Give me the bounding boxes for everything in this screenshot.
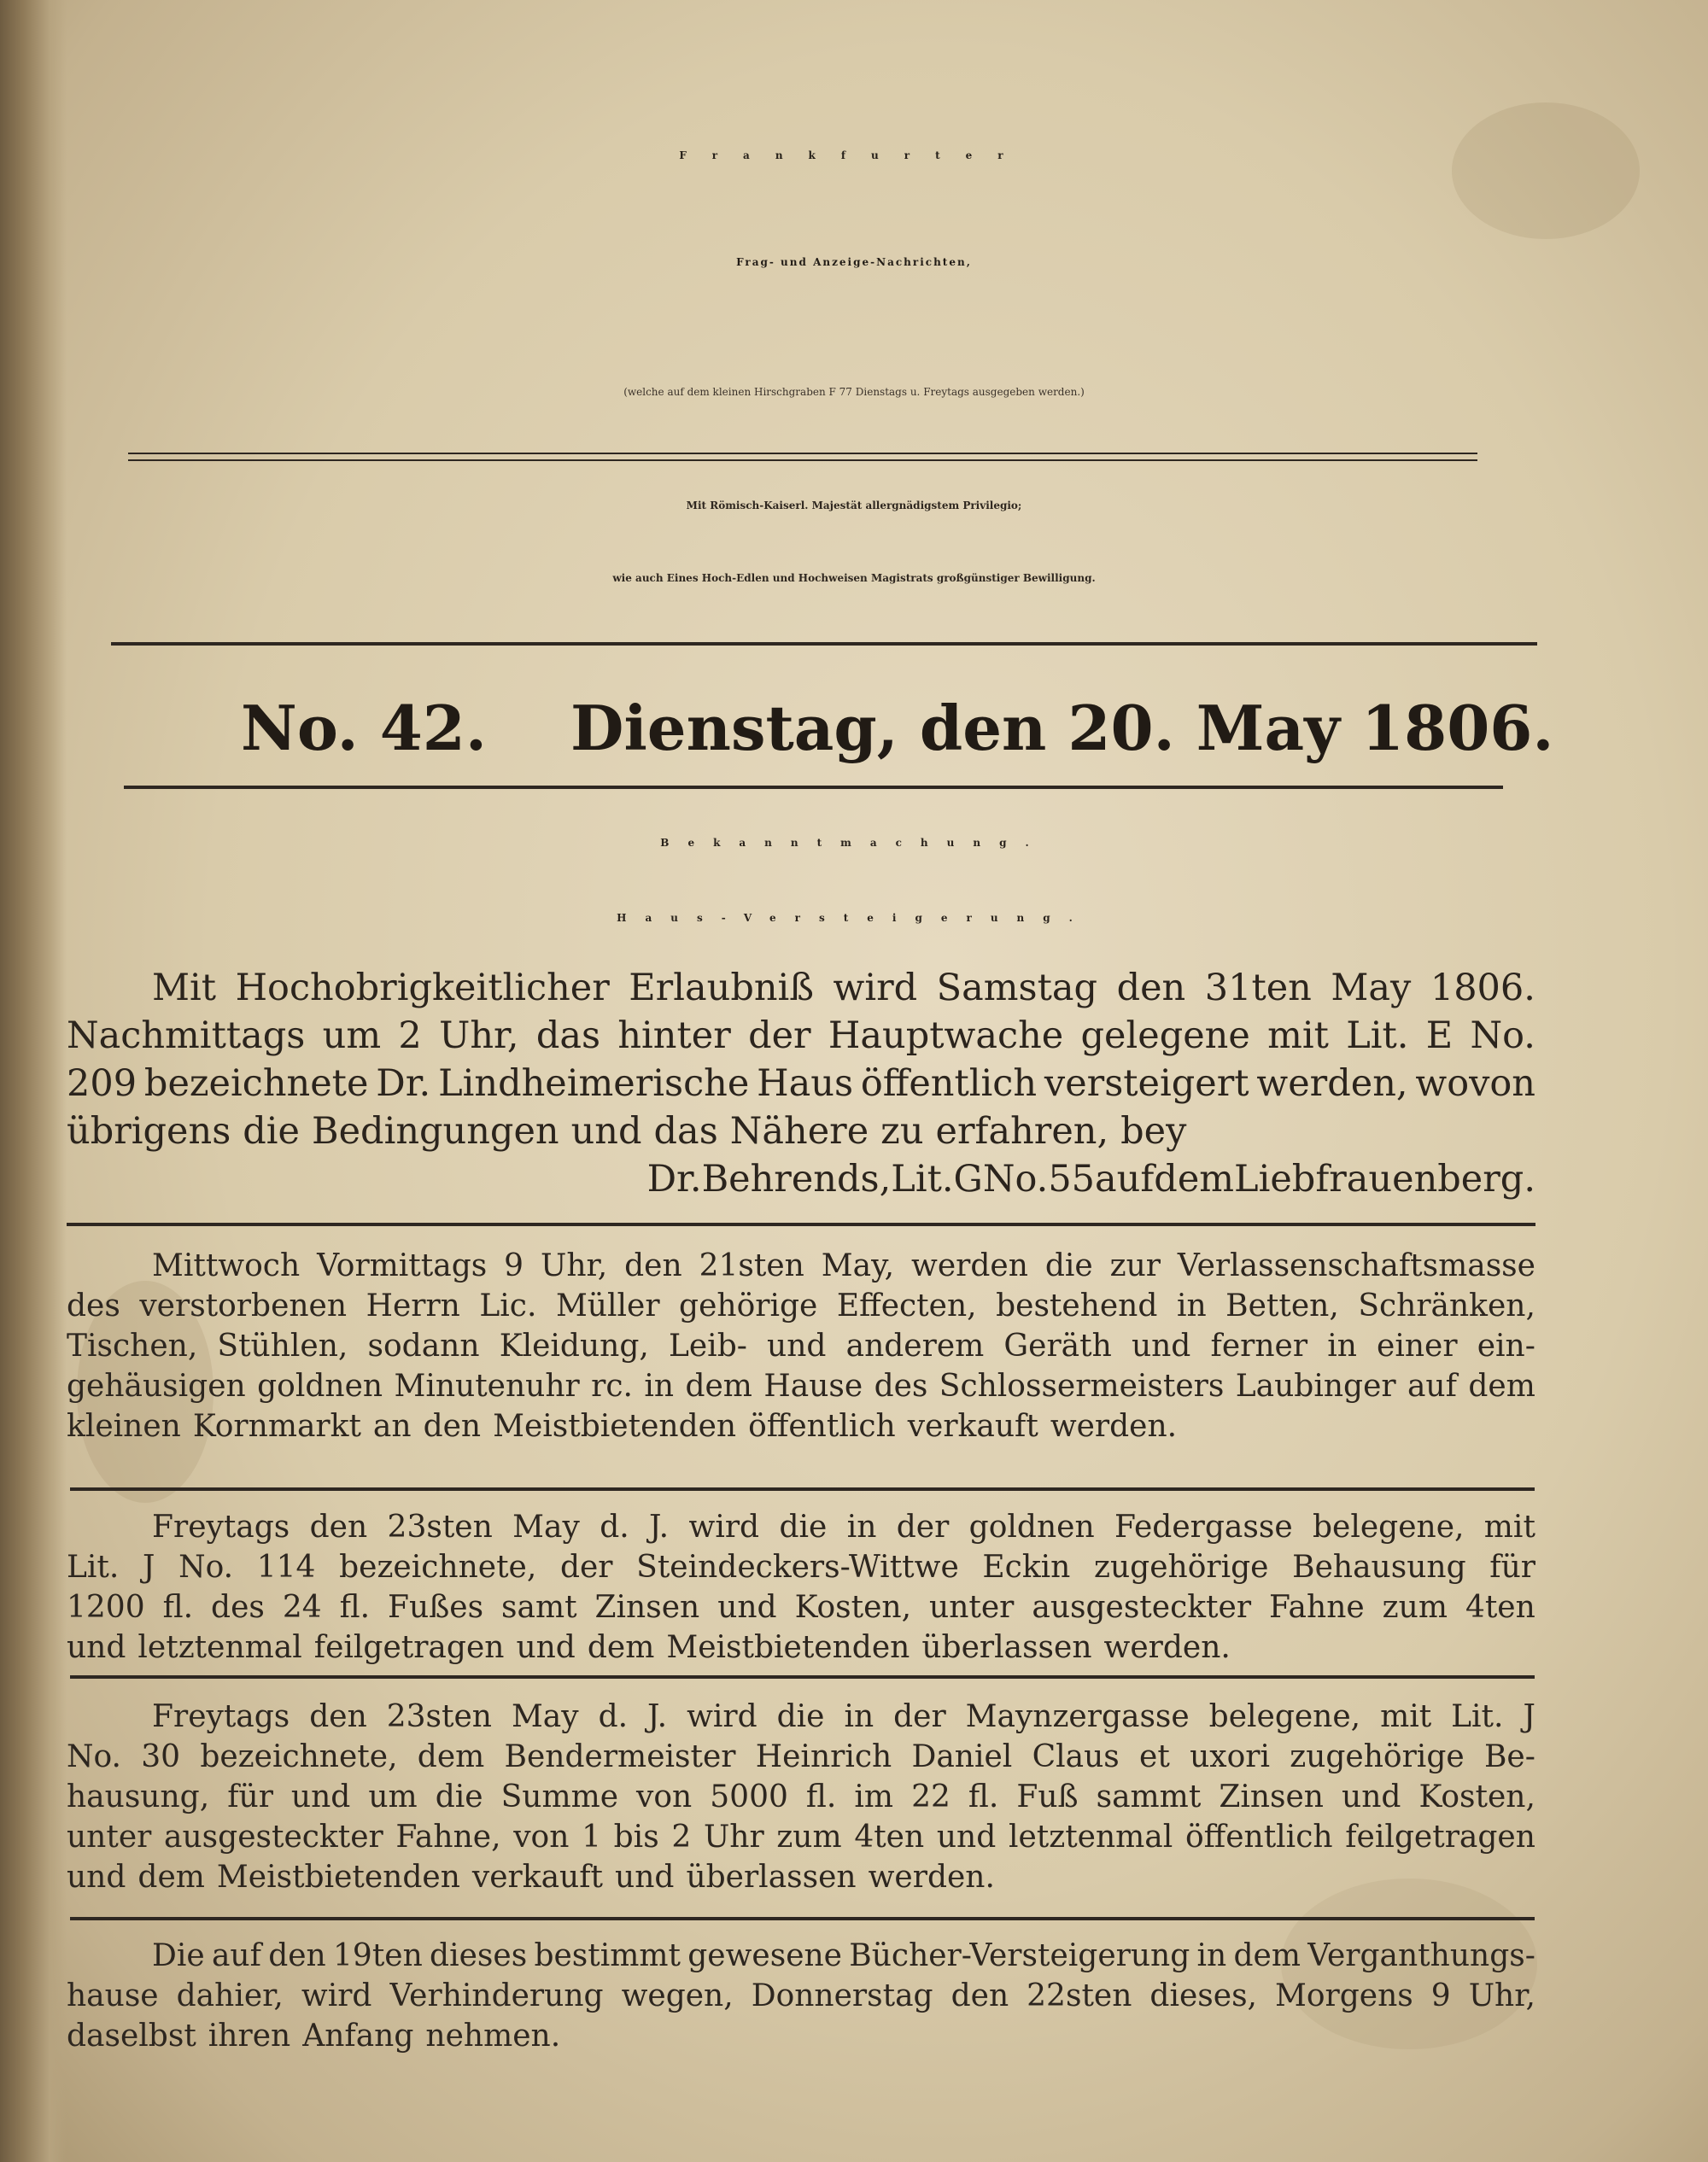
word: Samstag: [936, 967, 1098, 1009]
text-line: [67, 1550, 1535, 1590]
word: Lindheimerische: [438, 1062, 750, 1105]
text-line: [67, 1014, 1535, 1062]
word: und: [67, 1630, 126, 1665]
word: auf: [1095, 1158, 1155, 1201]
word: sammt: [1096, 1779, 1202, 1814]
word: feilgetragen: [1345, 1820, 1535, 1855]
word: Hause: [763, 1369, 863, 1404]
word: werden.: [868, 1860, 995, 1895]
word: Uhr,: [439, 1014, 519, 1057]
word: Meistbietenden: [493, 1409, 737, 1444]
word: bezeichnete,: [200, 1739, 398, 1774]
word: wird: [301, 1978, 372, 2013]
word: Meistbietenden: [666, 1630, 910, 1665]
word: goldnen: [968, 1510, 1095, 1545]
word: 5000: [710, 1779, 788, 1814]
word: anderem: [845, 1329, 985, 1364]
word: bey: [1120, 1110, 1187, 1153]
text-line: [67, 1329, 1535, 1369]
word: d.: [600, 1510, 629, 1545]
word: Schränken,: [1358, 1288, 1535, 1323]
word: um: [322, 1014, 382, 1057]
word: fl.: [339, 1590, 371, 1625]
word: unter: [929, 1590, 1015, 1625]
text-line: [67, 1820, 1535, 1860]
notice-subheading: Haus-Versteigerung.: [617, 912, 1091, 924]
word: von: [636, 1779, 693, 1814]
word: May: [512, 1510, 580, 1545]
word: J: [1523, 1699, 1535, 1734]
word: Dr.: [646, 1158, 702, 1201]
word: mit: [1267, 1014, 1329, 1057]
word: 31ten: [1204, 967, 1312, 1009]
word: bezeichnete: [143, 1062, 369, 1105]
word: Uhr,: [540, 1248, 608, 1283]
masthead-subtitle: (welche auf dem kleinen Hirschgraben F 77 Dienstags u. Freytags ausgegeben werden.): [623, 386, 1085, 398]
word: an: [372, 1409, 412, 1444]
word: der: [893, 1699, 946, 1734]
word: und: [767, 1329, 827, 1364]
word: 209: [67, 1062, 137, 1105]
word: 4ten: [1465, 1590, 1535, 1625]
text-line: [67, 1978, 1535, 2019]
word: wird: [687, 1699, 757, 1734]
word: zum: [776, 1820, 842, 1855]
word: wird: [833, 967, 918, 1009]
word: Lit.: [67, 1550, 120, 1585]
word: Uhr: [703, 1820, 764, 1855]
word: 114: [256, 1550, 316, 1585]
word: Uhr,: [1468, 1978, 1535, 2013]
text-line: [67, 1860, 1535, 1900]
text-line: [67, 967, 1535, 1014]
word: den: [624, 1248, 682, 1283]
advertisement-estate-sale: [67, 1248, 1535, 1449]
word: Nachmittags: [67, 1014, 306, 1057]
word: fl.: [968, 1779, 999, 1814]
word: 1: [582, 1820, 601, 1855]
word: die: [243, 1110, 300, 1153]
word: J.: [649, 1510, 670, 1545]
word: Nähere: [729, 1110, 869, 1153]
word: belegene,: [1312, 1510, 1465, 1545]
word: Müller: [555, 1288, 660, 1323]
word: dahier,: [176, 1978, 284, 2013]
word: 9: [504, 1248, 524, 1283]
word: Schlossermeisters: [939, 1369, 1225, 1404]
word: unter: [67, 1820, 152, 1855]
word: bestehend: [996, 1288, 1158, 1323]
word: gelegene: [1080, 1014, 1250, 1057]
word: letztenmal: [1008, 1820, 1173, 1855]
word: 2: [398, 1014, 422, 1057]
word: Morgens: [1275, 1978, 1413, 2013]
divider: [128, 453, 1477, 461]
word: die: [435, 1779, 483, 1814]
word: gehörige: [679, 1288, 818, 1323]
word: für: [227, 1779, 273, 1814]
word: fl.: [805, 1779, 837, 1814]
word: dem: [1468, 1369, 1535, 1404]
word: 30: [141, 1739, 181, 1774]
word: gewesene: [687, 1938, 842, 1973]
word: Eckin: [982, 1550, 1071, 1585]
word: Geräth: [1003, 1329, 1112, 1364]
text-line: [67, 1699, 1535, 1739]
issue-date: Dienstag, den 20. May 1806.: [570, 692, 1554, 764]
paper-stain: [1452, 102, 1640, 239]
word: mit: [1483, 1510, 1535, 1545]
word: zur: [1109, 1248, 1161, 1283]
word: die: [1044, 1248, 1093, 1283]
text-line: [67, 1369, 1535, 1409]
word: Bedingungen: [312, 1110, 559, 1153]
privilege-line2: wie auch Eines Hoch-Edlen und Hochweisen Magistrats großgünstiger Bewilligung.: [612, 572, 1096, 584]
word: auf: [211, 1938, 261, 1973]
word: auf: [1407, 1369, 1457, 1404]
word: Donnerstag: [751, 1978, 933, 2013]
word: dieses,: [1149, 1978, 1257, 2013]
word: Mit: [152, 967, 217, 1009]
word: bezeichnete,: [339, 1550, 537, 1585]
word: goldnen: [257, 1369, 383, 1404]
word: 2: [671, 1820, 692, 1855]
word: verkauft: [471, 1860, 604, 1895]
word: 23sten: [387, 1510, 493, 1545]
advertisement-maynzergasse: [67, 1699, 1535, 1900]
word: zu: [880, 1110, 924, 1153]
word: Minutenuhr: [394, 1369, 580, 1404]
word: im: [854, 1779, 894, 1814]
word: Dr.: [376, 1062, 431, 1105]
word: in: [1327, 1329, 1357, 1364]
notice-heading: Bekanntmachung.: [660, 837, 1048, 849]
word: ausgesteckter: [1032, 1590, 1252, 1625]
word: E: [1425, 1014, 1454, 1057]
text-line: [67, 1510, 1535, 1550]
word: in: [1196, 1938, 1227, 1973]
word: für: [1489, 1550, 1535, 1585]
word: von: [513, 1820, 570, 1855]
text-line: [67, 1779, 1535, 1820]
word: Federgasse: [1114, 1510, 1293, 1545]
word: öffentlich: [860, 1062, 1038, 1105]
word: Zinsen: [1219, 1779, 1324, 1814]
word: Hochobrigkeitlicher: [235, 967, 610, 1009]
word: öffentlich: [1184, 1820, 1333, 1855]
word: Claus: [1032, 1739, 1120, 1774]
word: 9: [1430, 1978, 1451, 2013]
word: Steindeckers-Wittwe: [636, 1550, 959, 1585]
word: dem: [137, 1860, 205, 1895]
word: G: [953, 1158, 983, 1201]
word: wovon: [1415, 1062, 1535, 1105]
word: J: [143, 1550, 155, 1585]
word: Freytags: [152, 1699, 290, 1734]
word: ausgesteckter: [164, 1820, 383, 1855]
word: Lit.: [1346, 1014, 1409, 1057]
word: dem: [685, 1369, 752, 1404]
word: werden.: [1050, 1409, 1178, 1444]
word: fl.: [162, 1590, 194, 1625]
word: den: [309, 1510, 368, 1545]
word: in: [844, 1699, 874, 1734]
word: Mittwoch: [152, 1248, 301, 1283]
book-spine-shadow: [0, 0, 67, 2162]
word: May: [511, 1699, 579, 1734]
word: Kleidung,: [499, 1329, 649, 1364]
word: Bendermeister: [504, 1739, 736, 1774]
word: Lic.: [479, 1288, 537, 1323]
word: und: [67, 1860, 126, 1895]
word: rc.: [591, 1369, 633, 1404]
word: dem: [1233, 1938, 1301, 1973]
text-line: [67, 1062, 1535, 1110]
divider: [124, 786, 1503, 789]
word: Kosten,: [1418, 1779, 1535, 1814]
word: Freytags: [152, 1510, 290, 1545]
word: Behrends,: [701, 1158, 892, 1201]
word: Maynzergasse: [965, 1699, 1190, 1734]
word: bis: [613, 1820, 659, 1855]
word: übrigens: [67, 1110, 231, 1153]
word: Verlassenschaftsmasse: [1177, 1248, 1535, 1283]
word: No.: [982, 1158, 1049, 1201]
word: Laubinger: [1235, 1369, 1396, 1404]
word: gehäusigen: [67, 1369, 246, 1404]
word: Hauptwache: [828, 1014, 1064, 1057]
text-line: [67, 1739, 1535, 1779]
word: und: [615, 1860, 675, 1895]
text-line: [67, 1590, 1535, 1630]
word: Stühlen,: [217, 1329, 348, 1364]
word: öffentlich: [748, 1409, 896, 1444]
word: Kosten,: [794, 1590, 912, 1625]
word: 21sten: [699, 1248, 804, 1283]
word: bestimmt: [534, 1938, 681, 1973]
word: das: [653, 1110, 718, 1153]
word: und: [290, 1779, 351, 1814]
word: 19ten: [333, 1938, 423, 1973]
word: in: [644, 1369, 675, 1404]
text-line: [67, 1288, 1535, 1329]
word: Liebfrauenberg.: [1234, 1158, 1535, 1201]
word: ein-: [1477, 1329, 1535, 1364]
word: Fahne: [1269, 1590, 1365, 1625]
word: das: [535, 1014, 601, 1057]
word: 1200: [67, 1590, 145, 1625]
word: um: [368, 1779, 418, 1814]
word: dem: [417, 1739, 485, 1774]
word: ihren: [208, 2019, 291, 2054]
word: einer: [1377, 1329, 1458, 1364]
word: dem: [1154, 1158, 1235, 1201]
word: 1806.: [1430, 967, 1535, 1009]
word: Bücher-Versteigerung: [849, 1938, 1190, 1973]
word: der: [896, 1510, 950, 1545]
notice-signature: [67, 1158, 1535, 1206]
privilege-line1: Mit Römisch-Kaiserl. Majestät allergnädigstem Privilegio;: [686, 500, 1022, 511]
word: 22sten: [1027, 1978, 1132, 2013]
masthead-line1: Frankfurter: [679, 149, 1029, 161]
word: des: [211, 1590, 265, 1625]
word: die: [776, 1699, 825, 1734]
word: den: [268, 1938, 326, 1973]
word: verstorbenen: [139, 1288, 348, 1323]
word: verkauft: [907, 1409, 1038, 1444]
word: letztenmal: [137, 1630, 302, 1665]
word: Fuß: [1016, 1779, 1079, 1814]
word: Be-: [1483, 1739, 1535, 1774]
word: No.: [1470, 1014, 1535, 1057]
word: 4ten: [854, 1820, 925, 1855]
word: wegen,: [621, 1978, 734, 2013]
word: des: [874, 1369, 928, 1404]
word: und: [570, 1110, 642, 1153]
word: zugehörige: [1094, 1550, 1269, 1585]
word: ferner: [1210, 1329, 1308, 1364]
word: Behausung: [1292, 1550, 1466, 1585]
word: zugehörige: [1290, 1739, 1465, 1774]
word: Tischen,: [67, 1329, 198, 1364]
divider: [70, 1487, 1535, 1491]
word: Daniel: [911, 1739, 1013, 1774]
word: Effecten,: [836, 1288, 977, 1323]
word: 24: [282, 1590, 322, 1625]
word: überlassen: [921, 1630, 1092, 1665]
word: und: [717, 1590, 777, 1625]
word: Heinrich: [755, 1739, 892, 1774]
word: dieses: [430, 1938, 528, 1973]
word: erfahren,: [935, 1110, 1109, 1153]
word: den: [309, 1699, 367, 1734]
text-line: [67, 1938, 1535, 1978]
word: den: [1116, 967, 1186, 1009]
word: mit: [1380, 1699, 1432, 1734]
masthead-title: Frag- und Anzeige-Nachrichten,: [736, 256, 972, 268]
word: et: [1139, 1739, 1170, 1774]
word: samt: [501, 1590, 577, 1625]
word: des: [67, 1288, 120, 1323]
word: der: [748, 1014, 811, 1057]
word: den: [423, 1409, 482, 1444]
word: uxori: [1190, 1739, 1270, 1774]
word: Vormittags: [317, 1248, 488, 1283]
word: und: [516, 1630, 576, 1665]
word: werden,: [1256, 1062, 1408, 1105]
notice-body: [67, 967, 1535, 1206]
text-line: [67, 1110, 1535, 1158]
word: daselbst: [67, 2019, 196, 2054]
word: nehmen.: [425, 2019, 561, 2054]
word: werden.: [1103, 1630, 1231, 1665]
advertisement-federgasse: [67, 1510, 1535, 1670]
word: 23sten: [386, 1699, 492, 1734]
word: Erlaubniß: [629, 967, 815, 1009]
divider: [70, 1917, 1535, 1920]
word: hinter: [617, 1014, 731, 1057]
word: No.: [67, 1739, 121, 1774]
word: Leib-: [668, 1329, 747, 1364]
word: Meistbietenden: [216, 1860, 460, 1895]
word: Lit.: [1451, 1699, 1504, 1734]
word: versteigert: [1044, 1062, 1249, 1105]
word: der: [559, 1550, 613, 1585]
word: May: [1331, 967, 1412, 1009]
word: Betten,: [1225, 1288, 1339, 1323]
word: und: [936, 1820, 997, 1855]
advertisement-book-auction: [67, 1938, 1535, 2059]
word: Verganthungs-: [1307, 1938, 1535, 1973]
divider: [67, 1223, 1535, 1226]
word: in: [1176, 1288, 1207, 1323]
word: und: [1342, 1779, 1401, 1814]
word: belegene,: [1208, 1699, 1361, 1734]
word: und: [1131, 1329, 1191, 1364]
word: in: [846, 1510, 877, 1545]
word: Anfang: [302, 2019, 414, 2054]
word: J.: [647, 1699, 668, 1734]
word: 22: [911, 1779, 951, 1814]
text-line: [67, 1248, 1535, 1288]
word: hause: [67, 1978, 159, 2013]
word: Lit.: [891, 1158, 954, 1201]
word: 55: [1048, 1158, 1096, 1201]
word: kleinen: [67, 1409, 181, 1444]
text-line: [67, 1409, 1535, 1449]
word: Fahne,: [395, 1820, 501, 1855]
word: d.: [598, 1699, 629, 1734]
word: hausung,: [67, 1779, 210, 1814]
word: Kornmarkt: [192, 1409, 361, 1444]
word: Zinsen: [594, 1590, 700, 1625]
word: Verhinderung: [389, 1978, 604, 2013]
text-line: [67, 1630, 1535, 1670]
text-line: [67, 2019, 1535, 2059]
divider: [70, 1675, 1535, 1679]
word: May,: [821, 1248, 895, 1283]
word: Herrn: [366, 1288, 460, 1323]
word: No.: [178, 1550, 234, 1585]
word: Haus: [757, 1062, 854, 1105]
issue-number: No. 42.: [241, 692, 487, 764]
word: die: [779, 1510, 828, 1545]
word: wird: [688, 1510, 760, 1545]
word: feilgetragen: [313, 1630, 505, 1665]
word: Die: [152, 1938, 205, 1973]
word: sodann: [367, 1329, 480, 1364]
word: dem: [587, 1630, 655, 1665]
word: Fußes: [388, 1590, 484, 1625]
word: Summe: [500, 1779, 619, 1814]
word: überlassen: [686, 1860, 857, 1895]
divider: [111, 642, 1537, 646]
word: werden: [911, 1248, 1028, 1283]
word: zum: [1382, 1590, 1448, 1625]
word: den: [951, 1978, 1009, 2013]
